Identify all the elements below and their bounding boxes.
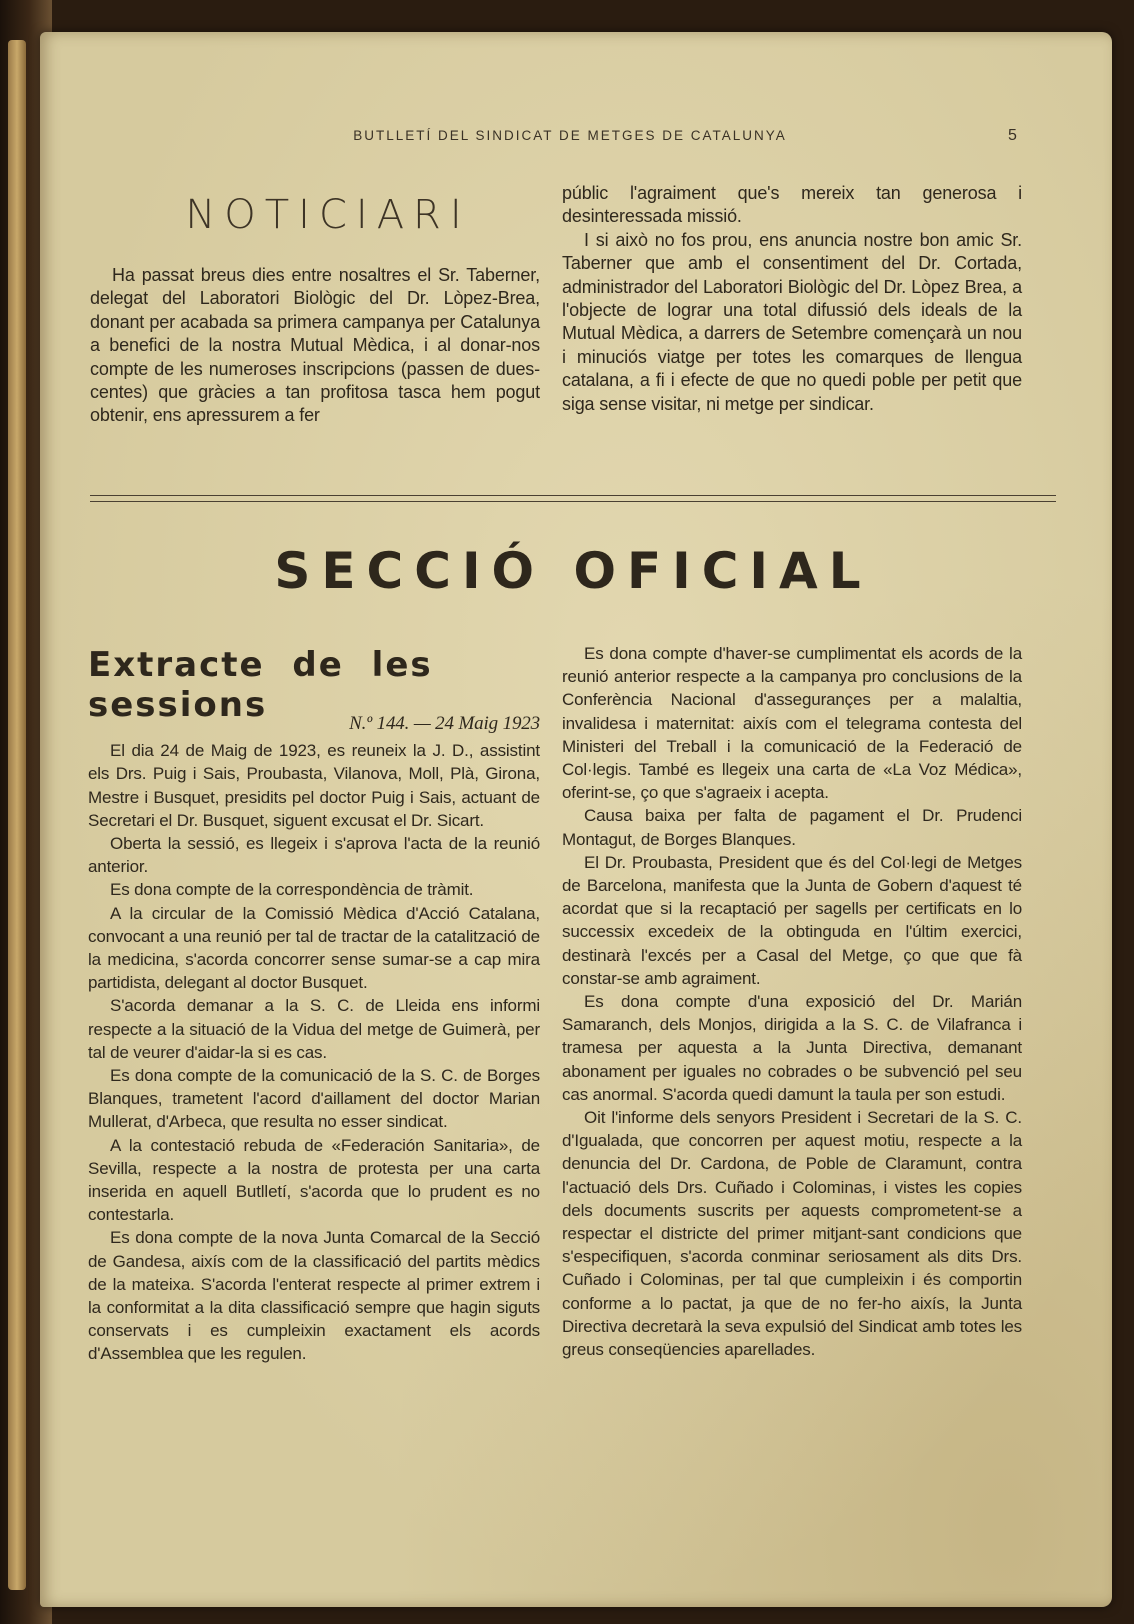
seccio-oficial-heading: SECCIÓ OFICIAL <box>274 542 872 600</box>
minutes-paragraph: Causa baixa per falta de pagament el Dr. Prudenci Montagut, de Borges Blanques. <box>562 806 1022 849</box>
minutes-paragraph: A la circular de la Comissió Mèdica d'Acció Catalana, convocant a una reunió per tal de tractar de la catalització de la medicina, s'acorda concorrer sense sumar-se a cap mira partidista, delegant al doctor Busquet. <box>88 903 540 993</box>
minutes-paragraph: Oberta la sessió, es llegeix i s'aprova l'acta de la reunió anterior. <box>88 834 540 877</box>
minutes-paragraph: Es dona compte d'una exposició del Dr. Marián Samaranch, dels Monjos, dirigida a la S. C. de Vilafranca i tramesa per aquesta a la Junta Directiva, demanant abonament per iguales no cobrades o be subvenció pel seu cas anormal. S'acorda quedi damunt la taula per son estudi. <box>562 992 1022 1104</box>
minutes-paragraph: S'acorda demanar a la S. C. de Lleida ens informi respecte a la situació de la Vidua del metge de Guimerà, per tal de veurer d'aidar-la si es cas. <box>88 996 540 1062</box>
noticiari-right-column <box>562 182 1022 416</box>
noticiari-paragraph: Ha passat breus dies entre nosaltres el Sr. Taberner, delegat del Laboratori Biològic del Dr. Lòpez-Brea, donant per acabada sa primera campanya per Catalunya a benefici de la nostra Mutual Mèdica, i al donar-nos compte de les numeroses inscripcions (passen de dues-centes) que gràcies a tan profitosa tasca hem pogut obtenir, ens apressurem a fer <box>90 265 540 426</box>
document-page <box>40 32 1112 1607</box>
noticiari-left-column <box>90 264 540 428</box>
page-number: 5 <box>1008 127 1017 144</box>
minutes-paragraph: El dia 24 de Maig de 1923, es reuneix la J. D., assistint els Drs. Puig i Sais, Proubasta, Vilanova, Moll, Plà, Girona, Mestre i Busquet, presidits pel doctor Puig i Sais, actuant de Secretari el Dr. Busquet, siguent excusat el Dr. Sicart. <box>88 741 540 830</box>
binding-edge <box>8 40 26 1590</box>
minutes-paragraph: Es dona compte de la correspondència de tràmit. <box>110 880 474 900</box>
section-divider-top <box>90 495 1056 496</box>
section-divider-bottom <box>90 501 1056 502</box>
minutes-paragraph: Es dona compte de la nova Junta Comarcal de la Secció de Gandesa, aixís com de la classificació del partits mèdics de la mateixa. S'acorda l'enterat respecte al primer extrem i la conformitat a la dita classificació sempre que hagin siguts conservats i es cumpleixin exactament els acords d'Assemblea que les regulen. <box>88 1228 540 1364</box>
extracte-heading: Extracte de les sessions <box>88 645 433 725</box>
minutes-paragraph: Es dona compte de la comunicació de la S. C. de Borges Blanques, trametent l'acord d'aillament del doctor Marian Mullerat, d'Arbeca, que resulta no esser sindicat. <box>88 1066 540 1132</box>
noticiari-paragraph: públic l'agraiment que's mereix tan generosa i desinteressada missió. <box>562 183 1022 227</box>
minutes-paragraph: Oit l'informe dels senyors President i Secretari de la S. C. d'Igualada, que concorren per aquest motiu, respecte a la denuncia del Dr. Cardona, de Poble de Claramunt, contra l'actuació dels Drs. Cuñado i Colominas, i vistes les copies dels documents suscrits per aquests comprometent-se a respectar el districte del primer mitjant-sant condicions que s'especifiquen, s'acorda conminar seriosament als dits Drs. Cuñado i Colominas, per tal que cumpleixin i és comportin conforme a lo pactat, ja que de no fer-ho aixís, la Junta Directiva decretarà la seva expulsió del Sindicat amb totes les greus conseqüencies aparellades. <box>562 1108 1022 1360</box>
minutes-paragraph: Es dona compte d'haver-se cumplimentat els acords de la reunió anterior respecte a la campanya pro conclusions de la Conferència Nacional d'assegurançes per a malaltia, invalidesa i maternitat: aixís com el telegrama contesta del Ministeri del Treball i la comunicació de la Federació de Col·legis. També es llegeix una carta de «La Voz Médica», oferint-se, ço que s'agraeix i acepta. <box>562 644 1022 803</box>
minutes-paragraph: El Dr. Proubasta, President que és del Col·legi de Metges de Barcelona, manifesta que la Junta de Gobern d'aquest té acordat que si la recaptació per sagells per certificats en lo successix excedeix de la obtinguda en l'últim exercici, destinarà l'excés per a Casal del Metge, ço que que fà constar-se amb agraiment. <box>562 852 1022 988</box>
running-header: BUTLLETÍ DEL SINDICAT DE METGES DE CATALUNYA <box>353 128 787 143</box>
seccio-left-column <box>88 712 540 1366</box>
session-number: N.º 144. — 24 Maig 1923 <box>349 713 540 734</box>
noticiari-paragraph: I si això no fos prou, ens anuncia nostre bon amic Sr. Taberner que amb el consentiment del Dr. Cortada, administrador del Laboratori Biològic del Dr. Lòpez Brea, a l'objecte de lograr una total difussió dels ideals de la Mutual Mèdica, a darrers de Setembre començarà un nou i minuciós viatge per totes les comarques de llengua catalana, a fi i efecte de que no quedi poble per petit que siga sense visitar, ni metge per sindicar. <box>562 229 1022 414</box>
seccio-right-column <box>562 642 1022 1361</box>
minutes-paragraph: A la contestació rebuda de «Federación Sanitaria», de Sevilla, respecte a la nostra de protesta per una carta inserida en aquell Butlletí, s'acorda que lo prudent es no contestarla. <box>88 1135 540 1225</box>
noticiari-heading: NOTICIARI <box>185 192 471 238</box>
